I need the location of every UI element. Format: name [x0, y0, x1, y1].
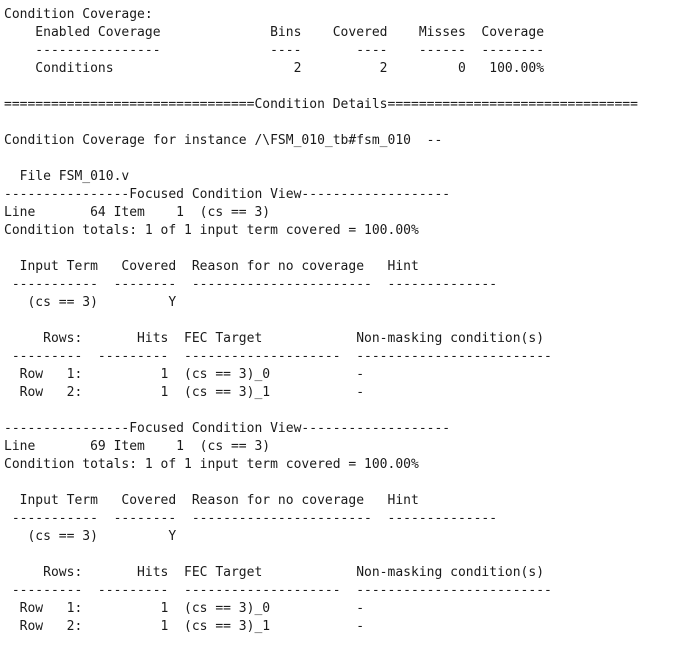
report-line [4, 78, 638, 96]
report-line: ---------------- ---- ---- ------ -------- [4, 43, 545, 58]
report-line [4, 150, 638, 168]
report-line: Conditions 2 2 0 100.00% [4, 61, 545, 76]
report-line: Line 64 Item 1 (cs == 3) [4, 205, 271, 220]
report-line: ----------- -------- ----------------------- -------------- [4, 277, 498, 292]
report-line: Condition totals: 1 of 1 input term covered = 100.00% [4, 457, 419, 472]
report-line [4, 240, 638, 258]
report-line: (cs == 3) Y [4, 295, 177, 310]
report-line: Rows: Hits FEC Target Non-masking condition(s) [4, 331, 545, 346]
coverage-report [4, 6, 638, 636]
report-line: ----------------Focused Condition View------------------- [4, 421, 451, 436]
report-line: ----------------Focused Condition View------------------- [4, 187, 451, 202]
report-line: ================================Condition Details================================ [4, 97, 638, 112]
report-line [4, 312, 638, 330]
report-line: Condition Coverage: [4, 7, 153, 22]
report-line [4, 546, 638, 564]
report-line: Condition totals: 1 of 1 input term covered = 100.00% [4, 223, 419, 238]
report-line: Row 2: 1 (cs == 3)_1 - [4, 385, 365, 400]
report-line: Rows: Hits FEC Target Non-masking condition(s) [4, 565, 545, 580]
report-line: File FSM_010.v [4, 169, 130, 184]
report-line: Row 1: 1 (cs == 3)_0 - [4, 601, 365, 616]
report-line: Enabled Coverage Bins Covered Misses Coverage [4, 25, 545, 40]
report-line: (cs == 3) Y [4, 529, 177, 544]
report-line: --------- --------- -------------------- ------------------------- [4, 349, 552, 364]
report-line: Line 69 Item 1 (cs == 3) [4, 439, 271, 454]
report-line: Input Term Covered Reason for no coverage Hint [4, 259, 419, 274]
report-line: Condition Coverage for instance /\FSM_010_tb#fsm_010 -- [4, 133, 443, 148]
report-line: --------- --------- -------------------- ------------------------- [4, 583, 552, 598]
report-line: ----------- -------- ----------------------- -------------- [4, 511, 498, 526]
report-line: Row 1: 1 (cs == 3)_0 - [4, 367, 365, 382]
report-line [4, 474, 638, 492]
report-line: Input Term Covered Reason for no coverage Hint [4, 493, 419, 508]
report-line [4, 402, 638, 420]
report-line [4, 114, 638, 132]
report-line: Row 2: 1 (cs == 3)_1 - [4, 619, 365, 634]
